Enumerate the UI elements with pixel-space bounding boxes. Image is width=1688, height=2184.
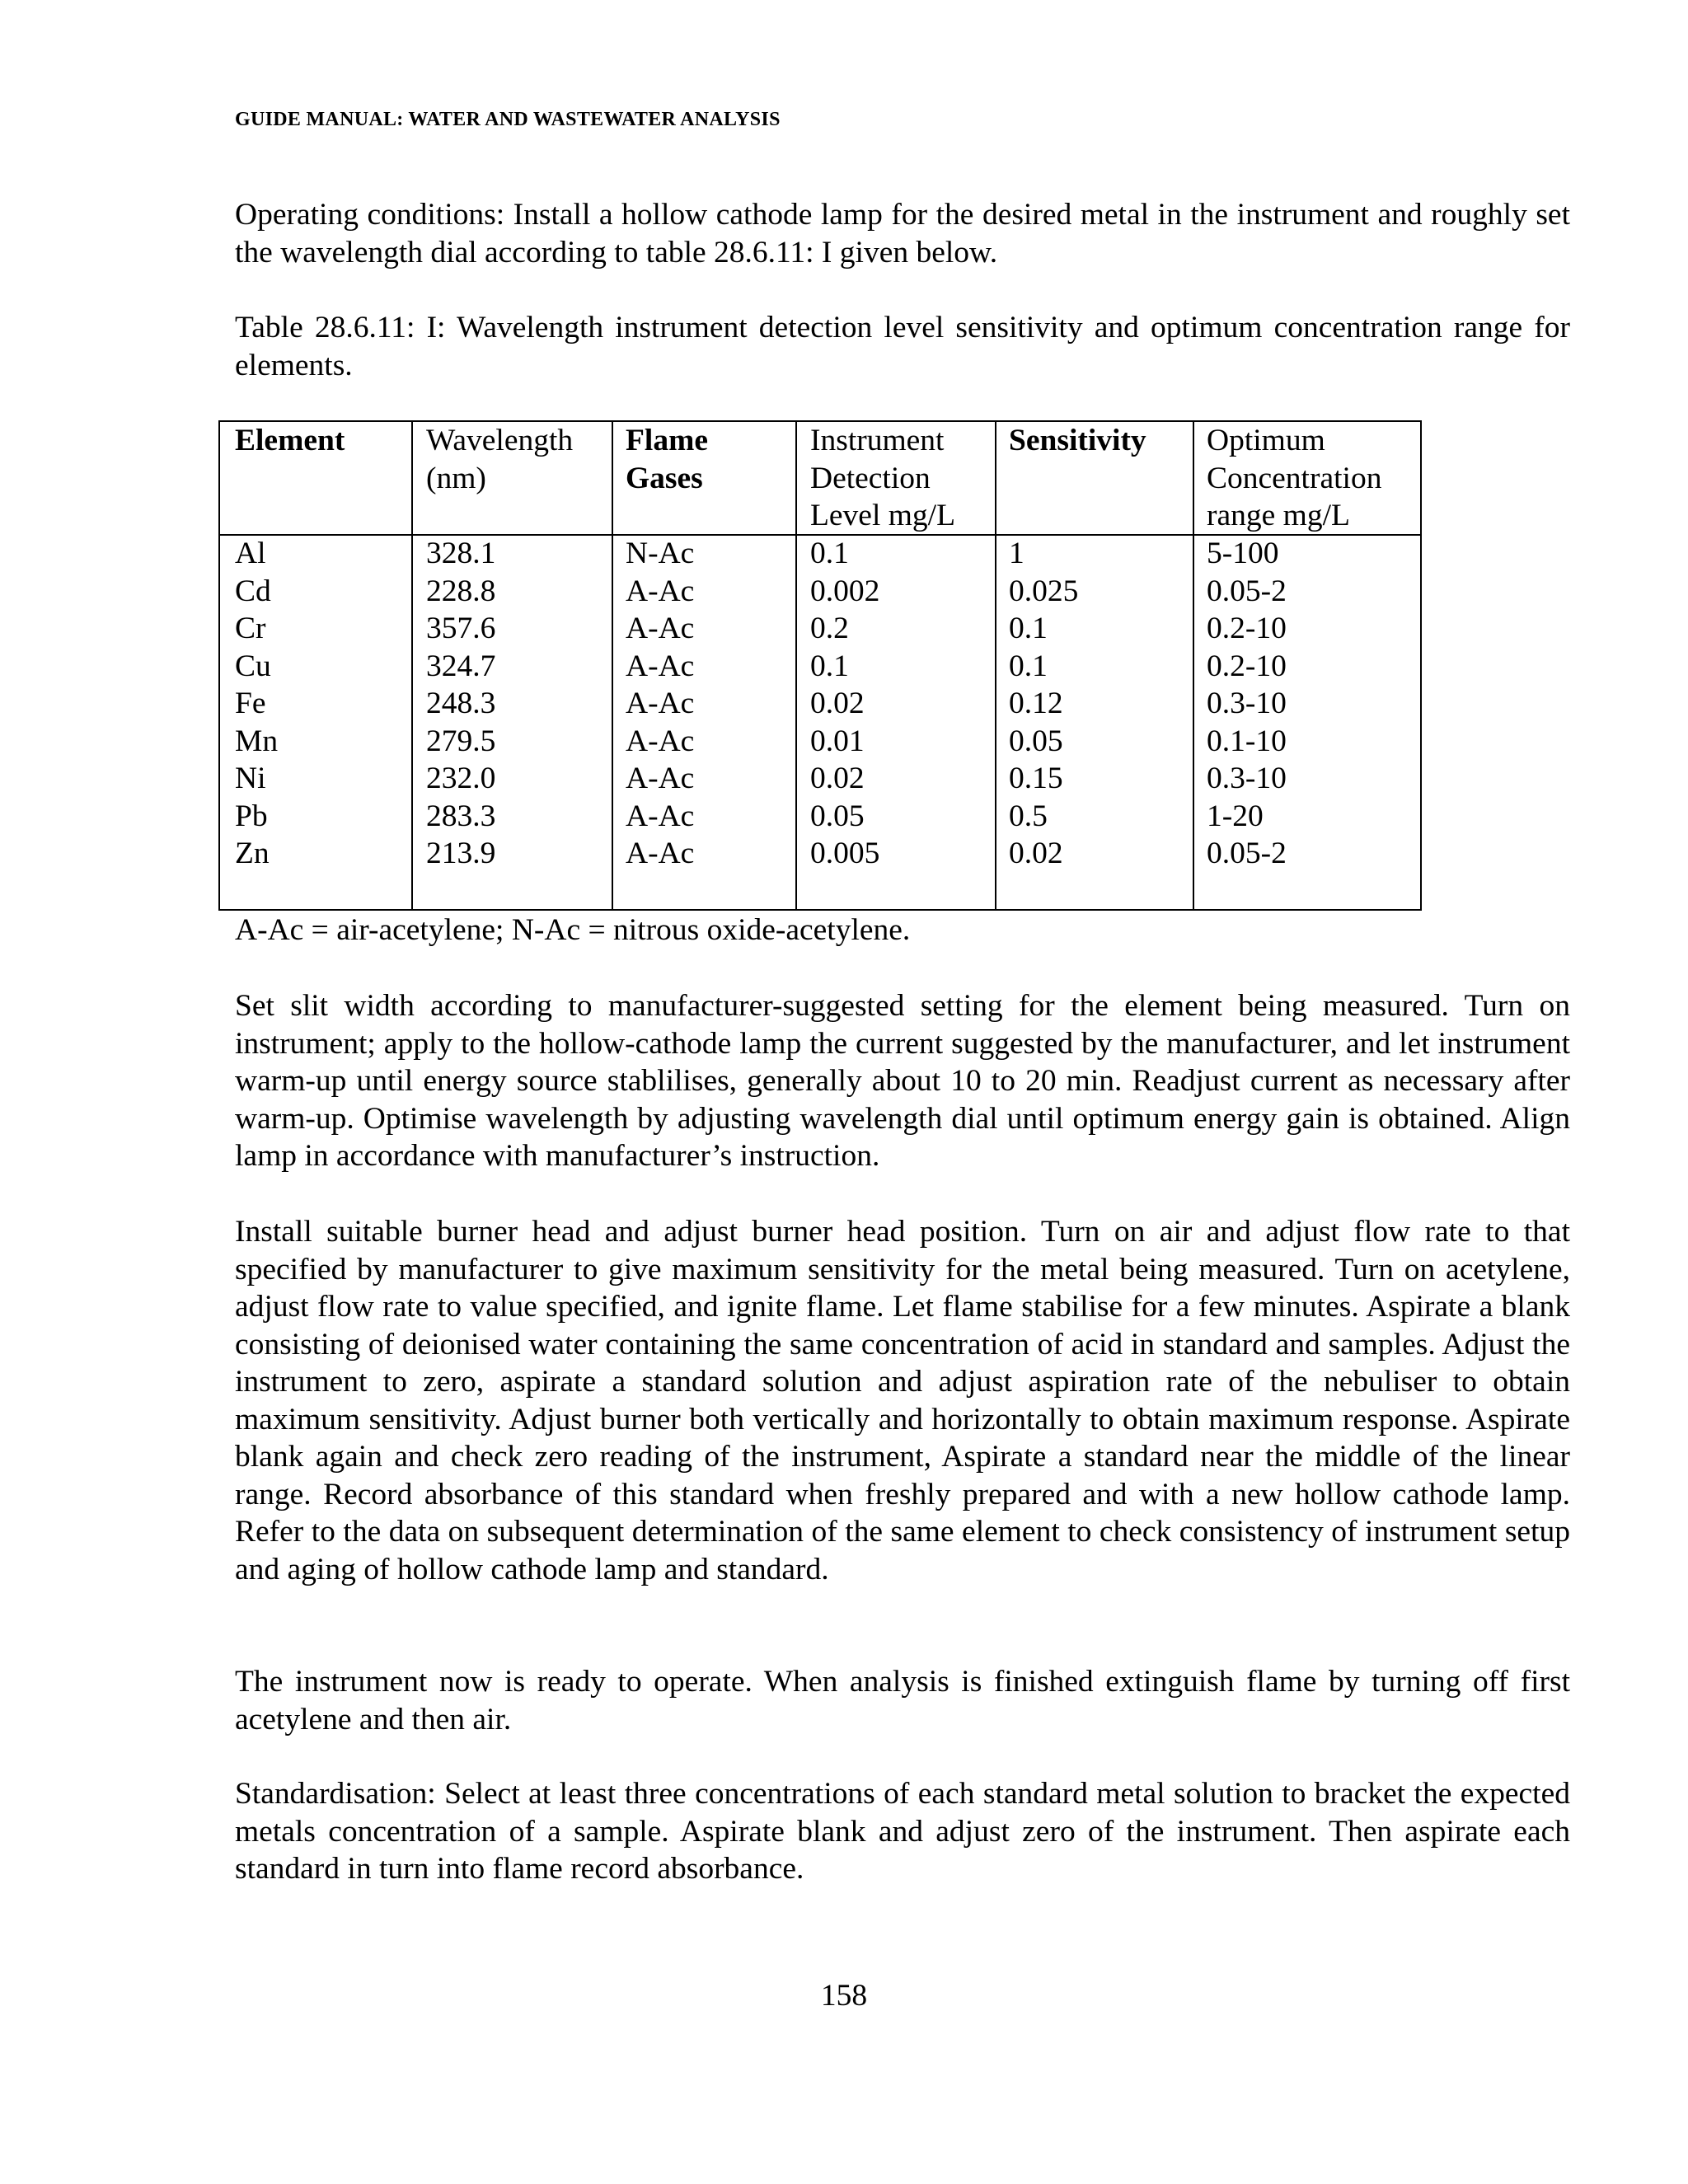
table-cell: 0.02 bbox=[1009, 837, 1063, 870]
table-cell: Al bbox=[235, 537, 266, 570]
table-cell: 232.0 bbox=[426, 762, 496, 795]
ready-to-operate-paragraph: The instrument now is ready to operate. When analysis is finished extinguish flame by turning off first acetylene and then air. bbox=[235, 1665, 1570, 1736]
header-sensitivity: Sensitivity bbox=[1009, 424, 1146, 457]
table-caption: Table 28.6.11: I: Wavelength instrument detection level sensitivity and optimum concentration range for elements. bbox=[235, 311, 1570, 382]
table-cell: 213.9 bbox=[426, 837, 496, 870]
element-cells bbox=[235, 535, 278, 873]
table-cell: 0.002 bbox=[810, 574, 880, 608]
table-cell: 0.5 bbox=[1009, 799, 1048, 833]
table-cell: Zn bbox=[235, 837, 270, 870]
table-cell: 0.12 bbox=[1009, 687, 1063, 720]
sensitivity-cells bbox=[1009, 535, 1078, 873]
table-cell: 0.025 bbox=[1009, 574, 1079, 608]
table-cell: 0.05-2 bbox=[1207, 574, 1287, 608]
table-cell: 0.05 bbox=[1009, 724, 1063, 758]
table-cell: Fe bbox=[235, 687, 266, 720]
header-flame-gases: Flame Gases bbox=[626, 424, 708, 495]
table-cell: 0.1-10 bbox=[1207, 724, 1287, 758]
table-cell: Pb bbox=[235, 799, 268, 833]
table-cell: 1 bbox=[1009, 537, 1025, 570]
table-cell: 5-100 bbox=[1207, 537, 1279, 570]
table-cell: 283.3 bbox=[426, 799, 496, 833]
table-cell: Cr bbox=[235, 612, 266, 645]
table-cell: 0.1 bbox=[1009, 612, 1048, 645]
table-divider bbox=[411, 422, 413, 909]
table-cell: A-Ac bbox=[626, 649, 695, 683]
slit-width-paragraph: Set slit width according to manufacturer-suggested setting for the element being measured. Turn on instrument; apply to the hollow-cathode lamp the current suggested by the manufacturer, and let instrument warm-up until energy source stablilises, generally about 10 to 20 min. Readjust current as necessary after warm-up. Optimise wavelength by adjusting wavelength dial until optimum energy gain is obtained. Align lamp in accordance with manufacturer’s instruction. bbox=[235, 989, 1570, 1173]
table-cell: 279.5 bbox=[426, 724, 496, 758]
table-divider bbox=[612, 422, 613, 909]
table-cell: 328.1 bbox=[426, 537, 496, 570]
table-cell: 0.1 bbox=[810, 649, 849, 683]
table-cell: 0.05 bbox=[810, 799, 865, 833]
table-cell: 228.8 bbox=[426, 574, 496, 608]
header-wavelength: Wavelength (nm) bbox=[426, 424, 574, 495]
optimum-range-cells bbox=[1207, 535, 1287, 873]
element-data-table bbox=[218, 420, 1422, 911]
table-cell: A-Ac bbox=[626, 724, 695, 758]
table-cell: 0.3-10 bbox=[1207, 762, 1287, 795]
table-cell: 324.7 bbox=[426, 649, 496, 683]
header-detection-level: Instrument Detection Level mg/L bbox=[810, 424, 955, 532]
wavelength-cells bbox=[426, 535, 495, 873]
table-cell: 0.01 bbox=[810, 724, 865, 758]
table-cell: A-Ac bbox=[626, 612, 695, 645]
table-cell: Cu bbox=[235, 649, 271, 683]
table-cell: 0.15 bbox=[1009, 762, 1063, 795]
detection-level-cells bbox=[810, 535, 879, 873]
standardisation-paragraph: Standardisation: Select at least three concentrations of each standard metal solution to bracket the expected metals concentration of a sample. Aspirate blank and adjust zero of the instrument. Then aspirate each standard in turn into flame record absorbance. bbox=[235, 1777, 1570, 1886]
table-cell: 0.05-2 bbox=[1207, 837, 1287, 870]
table-cell: 0.02 bbox=[810, 762, 865, 795]
table-cell: 0.1 bbox=[810, 537, 849, 570]
running-header: GUIDE MANUAL: WATER AND WASTEWATER ANALYSIS bbox=[235, 109, 781, 130]
header-optimum-range: Optimum Concentration range mg/L bbox=[1207, 424, 1382, 532]
table-cell: A-Ac bbox=[626, 799, 695, 833]
operating-conditions-paragraph: Operating conditions: Install a hollow cathode lamp for the desired metal in the instrument and roughly set the wavelength dial according to table 28.6.11: I given below. bbox=[235, 198, 1570, 269]
table-cell: 1-20 bbox=[1207, 799, 1264, 833]
table-cell: 0.3-10 bbox=[1207, 687, 1287, 720]
table-cell: 0.2 bbox=[810, 612, 849, 645]
flame-gases-cells bbox=[626, 535, 694, 873]
table-cell: 0.2-10 bbox=[1207, 649, 1287, 683]
table-cell: Mn bbox=[235, 724, 279, 758]
table-cell: 0.005 bbox=[810, 837, 880, 870]
table-cell: 0.1 bbox=[1009, 649, 1048, 683]
table-cell: A-Ac bbox=[626, 762, 695, 795]
table-cell: A-Ac bbox=[626, 837, 695, 870]
table-cell: 0.2-10 bbox=[1207, 612, 1287, 645]
table-divider bbox=[1193, 422, 1194, 909]
table-divider bbox=[995, 422, 996, 909]
table-divider bbox=[795, 422, 797, 909]
abbreviation-note: A-Ac = air-acetylene; N-Ac = nitrous oxide-acetylene. bbox=[235, 913, 911, 947]
table-cell: 357.6 bbox=[426, 612, 496, 645]
table-cell: A-Ac bbox=[626, 687, 695, 720]
table-cell: Cd bbox=[235, 574, 271, 608]
header-element: Element bbox=[235, 424, 345, 457]
table-cell: N-Ac bbox=[626, 537, 695, 570]
table-cell: 0.02 bbox=[810, 687, 865, 720]
page-number: 158 bbox=[820, 1979, 868, 2013]
table-cell: A-Ac bbox=[626, 574, 695, 608]
table-cell: Ni bbox=[235, 762, 266, 795]
table-cell: 248.3 bbox=[426, 687, 496, 720]
burner-setup-paragraph: Install suitable burner head and adjust burner head position. Turn on air and adjust flow rate to that specified by manufacturer to give maximum sensitivity for the metal being measured. Turn on acetylene, adjust flow rate to value specified, and ignite flame. Let flame stabilise for a few minutes. Aspirate a blank consisting of deionised water containing the same concentration of acid in standard and samples. Adjust the instrument to zero, aspirate a standard solution and adjust aspiration rate of the nebuliser to obtain maximum sensitivity. Adjust burner both vertically and horizontally to obtain maximum response. Aspirate blank again and check zero reading of the instrument, Aspirate a standard near the middle of the linear range. Record absorbance of this standard when freshly prepared and with a new hollow cathode lamp. Refer to the data on subsequent determination of the same element to check consistency of instrument setup and aging of hollow cathode lamp and standard. bbox=[235, 1215, 1570, 1586]
